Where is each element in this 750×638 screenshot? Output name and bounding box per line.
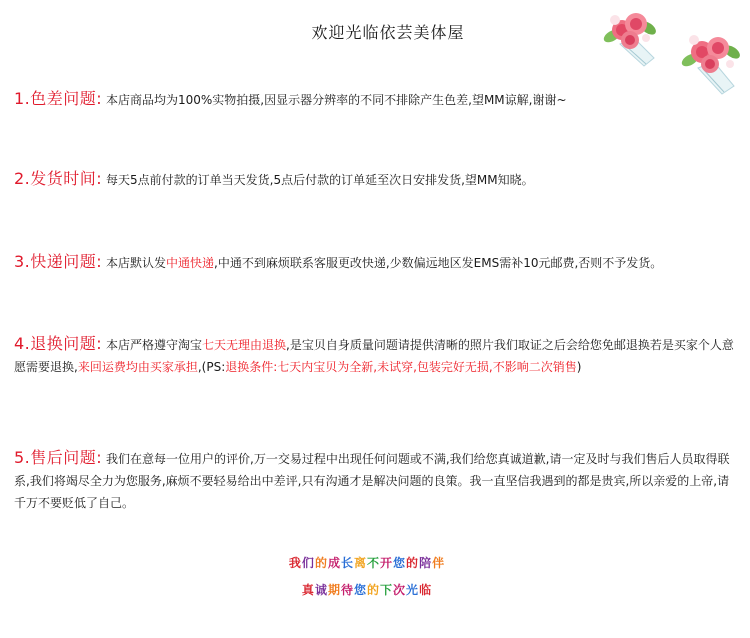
footer-char: 次: [393, 583, 407, 597]
footer-char: 不: [367, 556, 381, 570]
footer-char: 光: [406, 583, 420, 597]
body-text: 每天5点前付款的订单当天发货,5点后付款的订单延至次日安排发货,望MM知晓。: [106, 173, 534, 187]
footer-line-1: [0, 554, 734, 571]
notice-shipping-time: [14, 168, 740, 191]
section-body: [106, 173, 534, 187]
body-text: 我们在意每一位用户的评价,万一交易过程中出现任何问题或不满,我们给您真诚道歉,请一定及时与我们售后人员取得联系,我们将竭尽全力为您服务,麻烦不要轻易给出中差评,只有沟通才是解决问题的良策。我一直坚信我遇到的都是贵宾,所以亲爱的上帝,请千万不要贬低了自己。: [14, 452, 730, 510]
footer-char: 们: [301, 556, 315, 570]
footer-char: 临: [419, 583, 433, 597]
footer-char: 伴: [432, 556, 446, 570]
section-body: [106, 93, 567, 107]
footer-char: 诚: [314, 583, 328, 597]
body-text: ): [576, 360, 582, 374]
notice-returns: [14, 333, 740, 378]
section-title: 4.退换问题:: [14, 334, 103, 353]
footer-char: 您: [353, 583, 367, 597]
body-text: ,(PS:: [197, 360, 226, 374]
footer-char: 离: [353, 556, 367, 570]
footer-char: 开: [380, 556, 394, 570]
section-body: [14, 338, 734, 374]
footer-char: 的: [367, 583, 381, 597]
footer-char: 我: [288, 556, 302, 570]
section-body: [14, 452, 729, 510]
highlight-text: 来回运费均由买家承担: [77, 360, 198, 374]
body-text: 本店默认发: [106, 256, 167, 270]
footer-char: 长: [340, 556, 354, 570]
flower-bouquet-icon: [600, 6, 670, 70]
footer-char: 的: [314, 556, 328, 570]
body-text: ,中通不到麻烦联系客服更改快递,少数偏远地区发EMS需补10元邮费,否则不予发货。: [214, 256, 663, 270]
footer-char: 期: [327, 583, 341, 597]
footer-char: 陪: [419, 556, 433, 570]
body-text: ,是宝贝自身质量问题请提供清晰的照片我们取证之后会给您免邮退换若是买家个人意愿需要退换,: [14, 338, 734, 374]
body-text: 本店商品均为100%实物拍摄,因显示器分辨率的不同不排除产生色差,望MM谅解,谢谢~: [106, 93, 567, 107]
footer-char: 成: [327, 556, 341, 570]
footer-line-2: [0, 581, 734, 598]
highlight-text: 中通快递: [166, 256, 215, 270]
section-body: [106, 256, 662, 270]
notice-after-sales: [14, 447, 740, 514]
footer-char: 您: [393, 556, 407, 570]
section-title: 2.发货时间:: [14, 169, 103, 188]
section-title: 5.售后问题:: [14, 448, 103, 467]
footer-char: 待: [340, 583, 354, 597]
highlight-text: 七天无理由退换: [202, 338, 287, 352]
section-title: 3.快递问题:: [14, 252, 103, 271]
notice-courier: [14, 251, 740, 274]
footer-char: 下: [380, 583, 394, 597]
page-title: 欢迎光临依芸美体屋: [311, 23, 465, 42]
footer-char: 真: [301, 583, 315, 597]
footer-char: 的: [406, 556, 420, 570]
section-title: 1.色差问题:: [14, 89, 103, 108]
notice-color-difference: [14, 88, 740, 111]
highlight-text: 退换条件:七天内宝贝为全新,未试穿,包装完好无损,不影响二次销售: [225, 360, 577, 374]
body-text: 本店严格遵守淘宝: [106, 338, 203, 352]
